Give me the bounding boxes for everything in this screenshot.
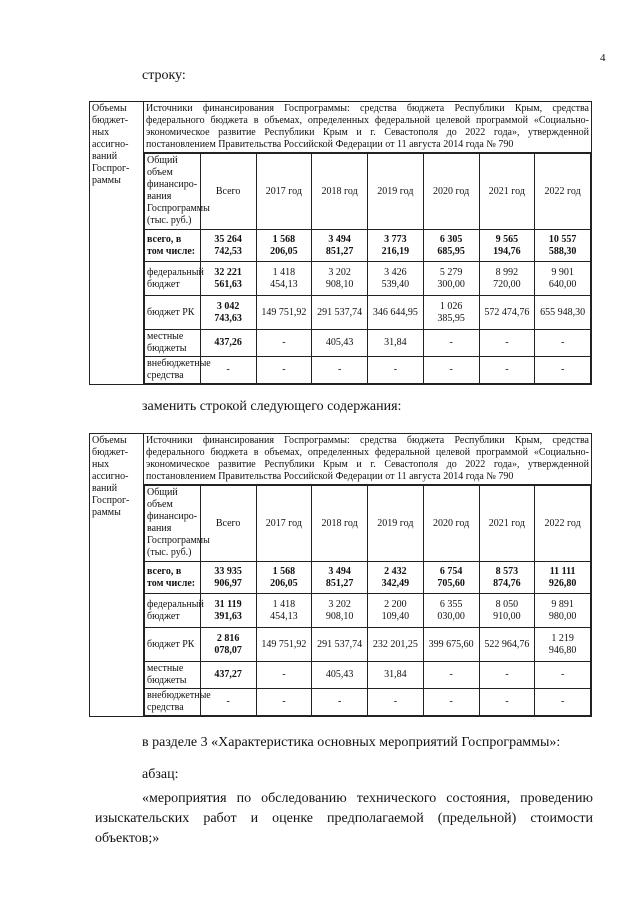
- value-cell: 149 751,92: [256, 296, 312, 330]
- row-label: внебюджетные средства: [145, 689, 201, 716]
- value-cell: 3 202 908,10: [312, 262, 368, 296]
- value-cell: 1 568 206,05: [256, 230, 312, 262]
- value-cell: 2 200 109,40: [368, 594, 424, 628]
- values-cell: [144, 485, 592, 717]
- value-cell: 9 565 194,76: [479, 230, 535, 262]
- value-cell: 291 537,74: [312, 628, 368, 662]
- row-label: бюджет РК: [145, 628, 201, 662]
- value-cell: 2 432 342,49: [368, 562, 424, 594]
- value-cell: 6 305 685,95: [423, 230, 479, 262]
- row-label: всего, в том числе:: [145, 562, 201, 594]
- intro-text: строку:: [142, 68, 186, 83]
- value-cell: -: [312, 689, 368, 716]
- value-cell: 6 754 705,60: [423, 562, 479, 594]
- value-cell: 1 026 385,95: [423, 296, 479, 330]
- header-cell: 2018 год: [312, 486, 368, 562]
- value-cell: 31 119 391,63: [200, 594, 256, 628]
- value-cell: -: [256, 357, 312, 384]
- replace-text: заменить строкой следующего содержания:: [142, 399, 402, 414]
- header-label: Общий объем финансиро-вания Госпрограммы (тыс. руб.): [145, 154, 201, 230]
- value-cell: -: [479, 357, 535, 384]
- value-cell: 32 221 561,63: [200, 262, 256, 296]
- value-cell: -: [535, 357, 591, 384]
- value-cell: 655 948,30: [535, 296, 591, 330]
- table-row: [145, 262, 591, 296]
- page-number: 4: [600, 52, 606, 64]
- value-cell: 1 418 454,13: [256, 594, 312, 628]
- value-cell: 8 992 720,00: [479, 262, 535, 296]
- value-cell: 5 279 300,00: [423, 262, 479, 296]
- value-cell: -: [256, 330, 312, 357]
- header-cell: 2019 год: [368, 154, 424, 230]
- value-cell: 346 644,95: [368, 296, 424, 330]
- row-label: федеральный бюджет: [145, 262, 201, 296]
- table-row: [145, 689, 591, 716]
- row-label: всего, в том числе:: [145, 230, 201, 262]
- value-cell: 405,43: [312, 330, 368, 357]
- values-table: [144, 485, 591, 716]
- table-row: [145, 230, 591, 262]
- row-label: бюджет РК: [145, 296, 201, 330]
- value-cell: 291 537,74: [312, 296, 368, 330]
- header-cell: 2020 год: [423, 154, 479, 230]
- value-cell: 149 751,92: [256, 628, 312, 662]
- lead-label: Объемы бюджет-ных ассигно-ваний Госпрог-раммы: [90, 434, 144, 717]
- source-text: Источники финансирования Госпрограммы: средства бюджета Республики Крым, средства федерального бюджета в объемах, определенных федеральной целевой программой «Социально-экономическое развитие Республики Крым и г. Севастополя до 2022 года», утвержденной постановлением Правительства Российской Федерации от 11 августа 2014 года № 790: [144, 434, 592, 485]
- value-cell: 437,26: [200, 330, 256, 357]
- value-cell: -: [479, 330, 535, 357]
- value-cell: -: [423, 357, 479, 384]
- value-cell: 3 773 216,19: [368, 230, 424, 262]
- header-cell: 2018 год: [312, 154, 368, 230]
- paragraph-label: абзац:: [142, 767, 179, 782]
- header-cell: 2022 год: [535, 486, 591, 562]
- value-cell: -: [368, 689, 424, 716]
- table-row: [145, 562, 591, 594]
- header-cell: 2017 год: [256, 154, 312, 230]
- value-cell: 1 568 206,05: [256, 562, 312, 594]
- value-cell: -: [423, 330, 479, 357]
- value-cell: 3 494 851,27: [312, 230, 368, 262]
- value-cell: -: [479, 662, 535, 689]
- value-cell: 522 964,76: [479, 628, 535, 662]
- table-row: [145, 330, 591, 357]
- value-cell: 31,84: [368, 662, 424, 689]
- value-cell: -: [423, 662, 479, 689]
- source-text: Источники финансирования Госпрограммы: средства бюджета Республики Крым, средства федерального бюджета в объемах, определенных федеральной целевой программой «Социально-экономическое развитие Республики Крым и г. Севастополя до 2022 года», утвержденной постановлением Правительства Российской Федерации от 11 августа 2014 года № 790: [144, 102, 592, 153]
- value-cell: 399 675,60: [423, 628, 479, 662]
- header-cell: Всего: [200, 154, 256, 230]
- budget-table-old: [89, 101, 592, 385]
- header-cell: 2021 год: [479, 154, 535, 230]
- value-cell: 31,84: [368, 330, 424, 357]
- value-cell: 3 202 908,10: [312, 594, 368, 628]
- table-row: [145, 628, 591, 662]
- value-cell: 437,27: [200, 662, 256, 689]
- quote-text: «мероприятия по обследованию технического состояния, проведению изыскательских работ и оценке предполагаемой (предельной) стоимости объектов;»: [95, 791, 593, 846]
- header-cell: Всего: [200, 486, 256, 562]
- value-cell: -: [200, 689, 256, 716]
- value-cell: 9 901 640,00: [535, 262, 591, 296]
- value-cell: -: [535, 330, 591, 357]
- budget-table-new: [89, 433, 592, 717]
- table-row: [145, 296, 591, 330]
- value-cell: -: [479, 689, 535, 716]
- values-cell: [144, 153, 592, 385]
- value-cell: 2 816 078,07: [200, 628, 256, 662]
- value-cell: 572 474,76: [479, 296, 535, 330]
- value-cell: 232 201,25: [368, 628, 424, 662]
- header-cell: 2019 год: [368, 486, 424, 562]
- value-cell: 3 426 539,40: [368, 262, 424, 296]
- value-cell: -: [423, 689, 479, 716]
- value-cell: 35 264 742,53: [200, 230, 256, 262]
- value-cell: 1 219 946,80: [535, 628, 591, 662]
- value-cell: -: [535, 689, 591, 716]
- header-cell: 2021 год: [479, 486, 535, 562]
- value-cell: 3 042 743,63: [200, 296, 256, 330]
- value-cell: 6 355 030,00: [423, 594, 479, 628]
- row-label: федеральный бюджет: [145, 594, 201, 628]
- table-row: [145, 357, 591, 384]
- value-cell: -: [312, 357, 368, 384]
- value-cell: -: [368, 357, 424, 384]
- row-label: внебюджетные средства: [145, 357, 201, 384]
- value-cell: 405,43: [312, 662, 368, 689]
- value-cell: 1 418 454,13: [256, 262, 312, 296]
- lead-label: Объемы бюджет-ных ассигно-ваний Госпрог-раммы: [90, 102, 144, 385]
- value-cell: 8 573 874,76: [479, 562, 535, 594]
- row-label: местные бюджеты: [145, 662, 201, 689]
- table-row: [145, 594, 591, 628]
- header-cell: 2020 год: [423, 486, 479, 562]
- value-cell: 9 891 980,00: [535, 594, 591, 628]
- value-cell: -: [535, 662, 591, 689]
- header-cell: 2017 год: [256, 486, 312, 562]
- table-row: [145, 662, 591, 689]
- value-cell: 8 050 910,00: [479, 594, 535, 628]
- section-text: в разделе 3 «Характеристика основных мероприятий Госпрограммы»:: [142, 735, 561, 750]
- value-cell: -: [256, 662, 312, 689]
- value-cell: 3 494 851,27: [312, 562, 368, 594]
- row-label: местные бюджеты: [145, 330, 201, 357]
- value-cell: 11 111 926,80: [535, 562, 591, 594]
- value-cell: -: [200, 357, 256, 384]
- value-cell: 33 935 906,97: [200, 562, 256, 594]
- header-label: Общий объем финансиро-вания Госпрограммы (тыс. руб.): [145, 486, 201, 562]
- value-cell: 10 557 588,30: [535, 230, 591, 262]
- values-table: [144, 153, 591, 384]
- value-cell: -: [256, 689, 312, 716]
- header-cell: 2022 год: [535, 154, 591, 230]
